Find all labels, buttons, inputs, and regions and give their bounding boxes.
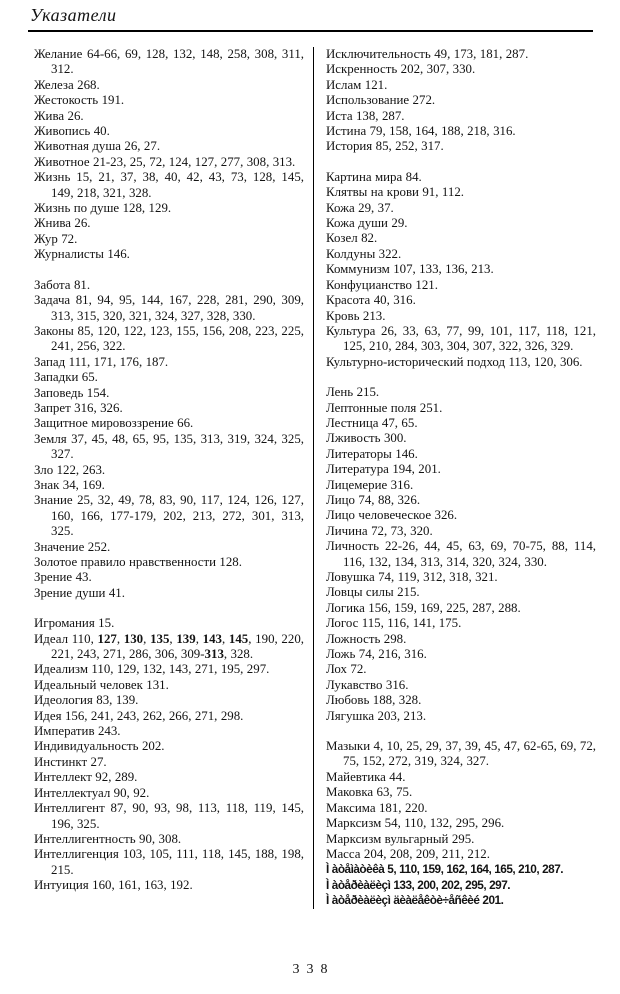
index-entry: Картина мира 84.	[326, 169, 422, 184]
index-entry: Литераторы 146.	[326, 446, 418, 461]
index-entry: Забота 81.	[34, 277, 91, 292]
index-entry: Лептонные поля 251.	[326, 400, 443, 415]
index-group	[34, 278, 304, 602]
index-entry: Защитное мировоззрение 66.	[34, 416, 194, 431]
index-entry: Лживость 300.	[326, 431, 407, 446]
index-entry: Зрение 43.	[34, 570, 92, 585]
index-entry: Ловцы силы 215.	[326, 585, 420, 600]
index-entry: Живопись 40.	[34, 124, 110, 139]
index-entry: Желание 64-66, 69, 128, 132, 148, 258, 308, 311, 312.	[34, 47, 304, 77]
index-entry: Ì àòåðèàëèçì äèàëåêòè÷åñêèé 201.	[326, 893, 504, 908]
index-entry: Максима 181, 220.	[326, 800, 428, 815]
index-entry: Знание 25, 32, 49, 78, 83, 90, 117, 124, 126, 127, 160, 166, 177-179, 202, 213, 272, 301, 313, 325.	[34, 493, 304, 539]
index-entry: Истина 79, 158, 164, 188, 218, 316.	[326, 124, 516, 139]
index-entry: Жнива 26.	[34, 216, 91, 231]
index-entry: Интуиция 160, 161, 163, 192.	[34, 878, 193, 893]
index-entry: Жизнь 15, 21, 37, 38, 40, 42, 43, 73, 128, 145, 149, 218, 321, 328.	[34, 170, 304, 200]
index-group	[34, 616, 304, 893]
index-entry: Лох 72.	[326, 662, 367, 677]
index-entry: Ì àòåìàòèêà 5, 110, 159, 162, 164, 165, 210, 287.	[326, 862, 564, 877]
page-header-title: Указатели	[30, 5, 117, 25]
index-entry: Интеллигент 87, 90, 93, 98, 113, 118, 119, 145, 196, 325.	[34, 801, 304, 831]
index-entry: Личность 22-26, 44, 45, 63, 69, 70-75, 88, 114, 116, 132, 134, 313, 314, 320, 324, 330.	[326, 539, 596, 569]
index-entry: Западки 65.	[34, 370, 98, 385]
index-entry: Клятвы на крови 91, 112.	[326, 185, 464, 200]
index-entry: Лицо 74, 88, 326.	[326, 492, 421, 507]
index-entry: Императив 243.	[34, 724, 121, 739]
index-entry: Ловушка 74, 119, 312, 318, 321.	[326, 570, 498, 584]
index-entry: Литература 194, 201.	[326, 462, 441, 477]
index-text-block	[34, 47, 596, 909]
index-entry: Любовь 188, 328.	[326, 693, 422, 708]
index-entry: Марксизм 54, 110, 132, 295, 296.	[326, 816, 505, 831]
index-entry: Жестокость 191.	[34, 93, 125, 108]
index-entry: Запад 111, 171, 176, 187.	[34, 354, 169, 369]
index-entry: Идея 156, 241, 243, 262, 266, 271, 298.	[34, 708, 244, 723]
index-entry: Игромания 15.	[34, 616, 115, 631]
index-entry: Лень 215.	[326, 385, 380, 400]
index-entry: Лукавство 316.	[326, 677, 409, 692]
index-entry: Исключительность 49, 173, 181, 287.	[326, 47, 529, 61]
index-entry: Жур 72.	[34, 231, 78, 246]
index-group	[326, 170, 596, 370]
index-entry: Журналисты 146.	[34, 247, 130, 262]
index-entry: Знак 34, 169.	[34, 477, 105, 492]
index-entry: Инстинкт 27.	[34, 754, 107, 769]
index-entry: Красота 40, 316.	[326, 293, 416, 308]
index-entry: Зрение души 41.	[34, 585, 125, 600]
index-entry: Значение 252.	[34, 539, 111, 554]
index-entry: Интеллект 92, 289.	[34, 770, 138, 785]
index-entry: Марксизм вульгарный 295.	[326, 831, 475, 846]
index-entry: Животная душа 26, 27.	[34, 139, 161, 154]
index-entry: Логика 156, 159, 169, 225, 287, 288.	[326, 600, 521, 615]
index-entry: Кожа 29, 37.	[326, 200, 394, 215]
index-entry: Золотое правило нравственности 128.	[34, 555, 242, 569]
index-entry: Лицо человеческое 326.	[326, 508, 458, 523]
left-column	[34, 47, 304, 909]
index-entry: Коммунизм 107, 133, 136, 213.	[326, 262, 494, 277]
index-entry: Искренность 202, 307, 330.	[326, 62, 476, 77]
header-rule	[28, 30, 593, 32]
index-entry: Кожа души 29.	[326, 216, 408, 231]
index-entry: Культурно-исторический подход 113, 120, 306.	[326, 354, 583, 369]
index-entry: Индивидуальность 202.	[34, 739, 165, 754]
index-entry: Кровь 213.	[326, 308, 386, 323]
index-entry: Железа 268.	[34, 77, 100, 92]
index-entry: Законы 85, 120, 122, 123, 155, 156, 208, 223, 225, 241, 256, 322.	[34, 323, 304, 354]
index-entry: Земля 37, 45, 48, 65, 95, 135, 313, 319, 324, 325, 327.	[34, 431, 304, 462]
index-entry: Интеллигенция 103, 105, 111, 118, 145, 188, 198, 215.	[34, 847, 304, 877]
index-entry: Логос 115, 116, 141, 175.	[326, 616, 462, 631]
index-entry: Лицемерие 316.	[326, 477, 414, 492]
index-entry: Ислам 121.	[326, 77, 388, 92]
index-entry: Лестница 47, 65.	[326, 415, 418, 430]
index-entry: Ì àòåðèàëèçì 133, 200, 202, 295, 297.	[326, 877, 511, 892]
index-group	[326, 385, 596, 724]
index-entry: Мазыки 4, 10, 25, 29, 37, 39, 45, 47, 62-65, 69, 72, 75, 152, 272, 319, 324, 327.	[326, 739, 596, 769]
index-entry: Идеология 83, 139.	[34, 693, 139, 708]
index-entry: Козел 82.	[326, 231, 378, 246]
index-entry: Ложь 74, 216, 316.	[326, 647, 427, 662]
index-entry: Идеальный человек 131.	[34, 677, 169, 692]
index-entry: Личина 72, 73, 320.	[326, 523, 433, 538]
index-entry: Иста 138, 287.	[326, 108, 405, 123]
column-divider	[313, 47, 314, 909]
index-entry: Ложность 298.	[326, 631, 407, 646]
index-group	[326, 739, 596, 908]
index-entry: Задача 81, 94, 95, 144, 167, 228, 281, 290, 309, 313, 315, 320, 321, 324, 327, 328, 330.	[34, 293, 304, 323]
page-number: 338	[292, 962, 335, 977]
index-group	[34, 47, 304, 263]
index-entry: Масса 204, 208, 209, 211, 212.	[326, 846, 490, 861]
index-entry: Зло 122, 263.	[34, 462, 106, 477]
index-entry: Интеллектуал 90, 92.	[34, 785, 150, 800]
index-entry: Маковка 63, 75.	[326, 785, 413, 800]
index-entry: Культура 26, 33, 63, 77, 99, 101, 117, 118, 121, 125, 210, 284, 303, 304, 307, 322, 326, 329.	[326, 323, 596, 354]
index-entry: Жизнь по душе 128, 129.	[34, 201, 172, 216]
index-group	[326, 47, 596, 155]
index-entry: Конфуцианство 121.	[326, 277, 438, 292]
index-entry: Идеализм 110, 129, 132, 143, 271, 195, 297.	[34, 662, 270, 677]
index-entry: Использование 272.	[326, 93, 436, 108]
right-column	[326, 47, 596, 909]
index-entry: Интеллигентность 90, 308.	[34, 831, 182, 846]
index-entry: Заповедь 154.	[34, 385, 110, 400]
index-entry: Лягушка 203, 213.	[326, 708, 427, 723]
index-entry: Майевтика 44.	[326, 769, 406, 784]
index-entry: Колдуны 322.	[326, 246, 402, 261]
index-entry: Идеал 110, 127, 130, 135, 139, 143, 145, 190, 220, 221, 243, 271, 286, 306, 309-313, 328.	[34, 631, 304, 662]
index-entry: Жива 26.	[34, 108, 84, 123]
index-entry: Запрет 316, 326.	[34, 400, 123, 415]
index-entry: История 85, 252, 317.	[326, 139, 444, 154]
index-entry: Животное 21-23, 25, 72, 124, 127, 277, 308, 313.	[34, 154, 296, 169]
